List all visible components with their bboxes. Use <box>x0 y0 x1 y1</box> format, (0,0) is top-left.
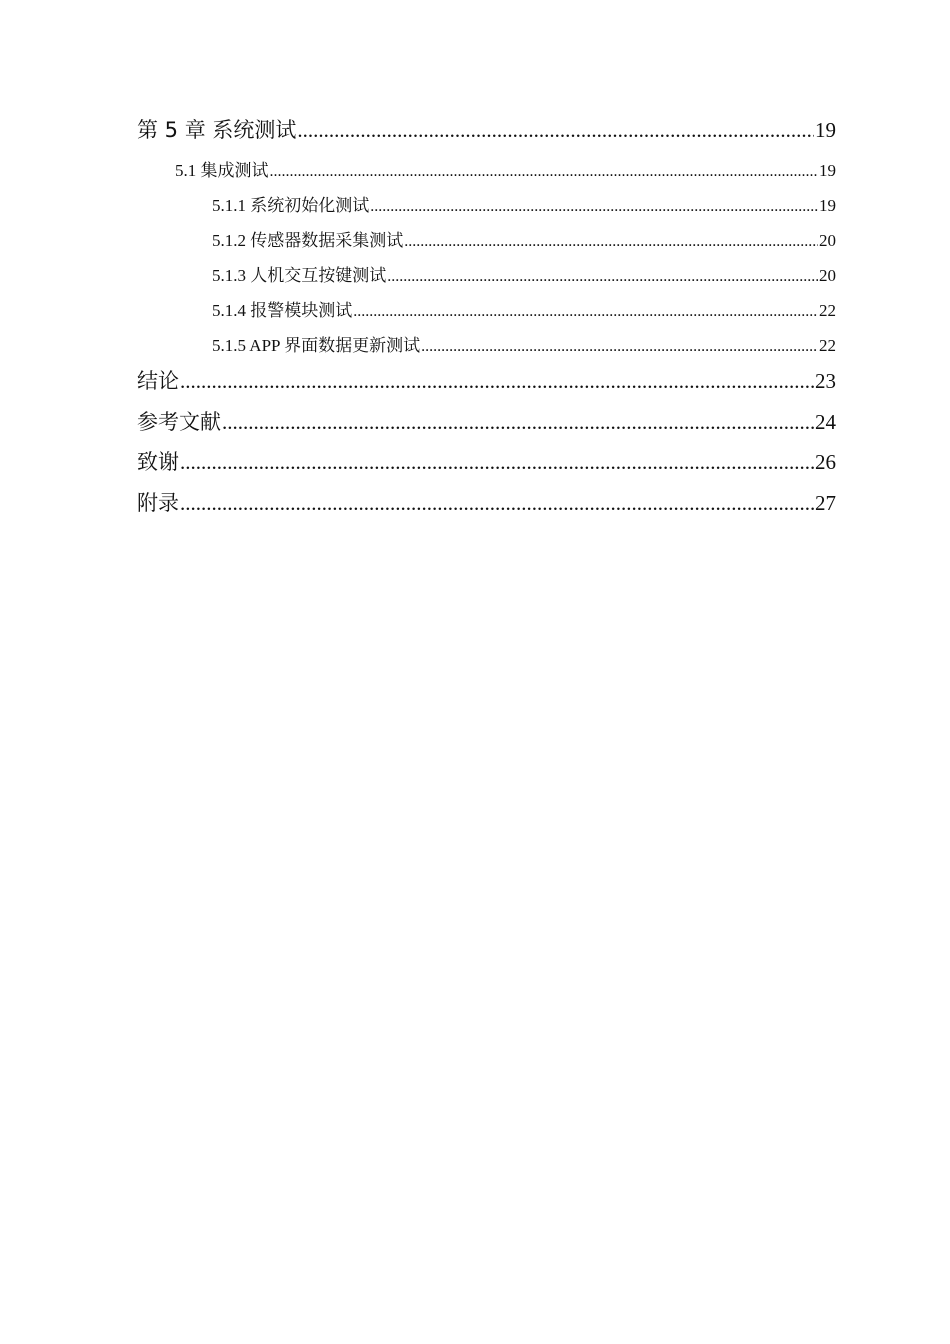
toc-entry-title: 5.1.3 人机交互按键测试 <box>212 266 387 285</box>
toc-entry-chapter-5[interactable] <box>137 114 836 144</box>
toc-entry-title: 结论 <box>137 369 179 393</box>
toc-entry-page: 24 <box>815 410 836 434</box>
dot-leader <box>180 450 814 475</box>
dot-leader <box>222 410 814 435</box>
toc-entry-page: 27 <box>815 491 836 515</box>
toc-entry-page: 26 <box>815 450 836 474</box>
toc-entry-page: 19 <box>819 196 836 215</box>
toc-entry-title: 5.1.5 APP 界面数据更新测试 <box>212 336 421 355</box>
toc-entry-title: 5.1.2 传感器数据采集测试 <box>212 231 404 250</box>
toc-entry-appendix[interactable] <box>137 487 836 517</box>
dot-leader <box>404 233 818 251</box>
dot-leader <box>297 118 814 143</box>
toc-entry-5-1-4[interactable] <box>212 296 836 321</box>
toc-entry-5-1-1[interactable] <box>212 191 836 216</box>
dot-leader <box>421 338 818 356</box>
toc-entry-title: 5.1.1 系统初始化测试 <box>212 196 370 215</box>
toc-entry-title: 致谢 <box>137 450 179 474</box>
dot-leader <box>387 268 818 286</box>
toc-entry-page: 23 <box>815 369 836 393</box>
dot-leader <box>353 303 818 321</box>
toc-entry-title: 参考文献 <box>137 410 221 434</box>
toc-entry-page: 22 <box>819 336 836 355</box>
toc-entry-title: 5.1 集成测试 <box>175 161 269 180</box>
toc-entry-acknowledgements[interactable] <box>137 446 836 476</box>
toc-entry-conclusion[interactable] <box>137 365 836 395</box>
toc-entry-page: 19 <box>819 161 836 180</box>
dot-leader <box>270 163 819 181</box>
toc-entry-title: 5.1.4 报警模块测试 <box>212 301 353 320</box>
toc-entry-page: 20 <box>819 266 836 285</box>
dot-leader <box>370 198 818 216</box>
toc-entry-references[interactable] <box>137 406 836 436</box>
toc-entry-page: 22 <box>819 301 836 320</box>
toc-entry-5-1[interactable] <box>175 156 836 181</box>
toc-entry-5-1-3[interactable] <box>212 261 836 286</box>
dot-leader <box>180 369 814 394</box>
toc-entry-title: 第 5 章 系统测试 <box>137 118 297 142</box>
toc-entry-page: 19 <box>815 118 836 142</box>
toc-entry-5-1-2[interactable] <box>212 226 836 251</box>
toc-entry-5-1-5[interactable] <box>212 331 836 356</box>
toc-entry-page: 20 <box>819 231 836 250</box>
dot-leader <box>180 491 814 516</box>
toc-entry-title: 附录 <box>137 491 179 515</box>
